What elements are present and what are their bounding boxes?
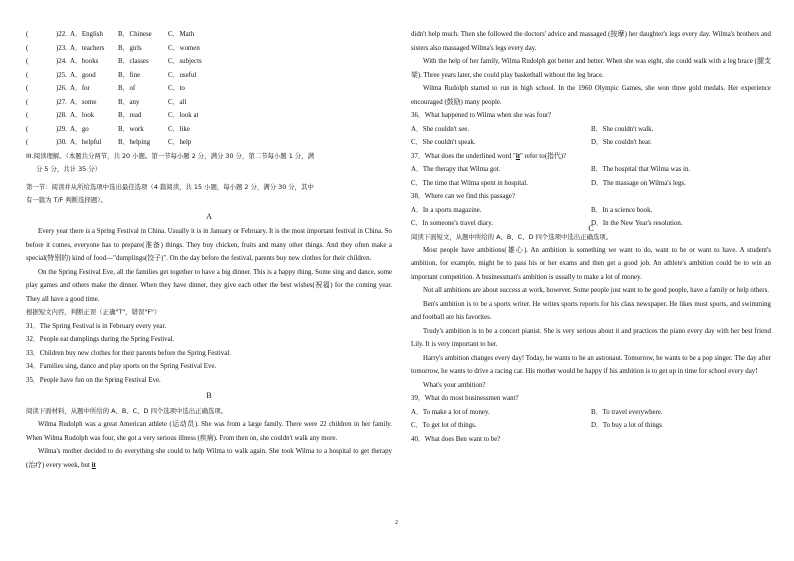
question-40: 40．What does Ben want to be? (411, 435, 501, 443)
right-column (411, 28, 771, 446)
question-38-options-1 (411, 204, 771, 218)
question-34: 34．Families sing, dance and play sports on the Spring Festival Eve. (26, 363, 217, 370)
q38-option-a: A．In a sports magazine. (411, 206, 482, 214)
option-a: A．English (70, 31, 103, 38)
question-37-options-2 (411, 177, 771, 191)
option-c: C．women (168, 44, 200, 52)
question-35: 35．People have fun on the Spring Festival Eve. (26, 376, 161, 384)
option-c: C．look at (168, 112, 199, 119)
cloze-row (26, 96, 392, 110)
passage-b-paragraph-1: Wilma Rudolph was a great American athlete (运动员). She was from a large family. There were 22 children in her family. When Wilma Rudolph was four, she got a very serious illness (疾病). From then on, she couldn't walk any more. (26, 421, 392, 442)
option-c: C．to (168, 85, 185, 92)
question-number: )24. (56, 58, 67, 65)
q37-option-b: B．The hospital that Wilma was in. (591, 166, 691, 173)
option-a: A．go (70, 125, 89, 133)
passage-c-paragraph-5: Harry's ambition changes every day! Today, he wants to be an astronaut. Tomorrow, he wants to be a pop singer. The day after tomorrow, he wants to drive a racing car. His mother would be happy if his ambition is to get up in time for school every day! (411, 354, 771, 375)
question-32: 32．People eat dumplings during the Spring Festival. (26, 336, 175, 343)
option-b: B．work (118, 125, 144, 133)
q37-text-b: " refer to(指代)? (520, 152, 567, 160)
option-b: B．Chinese (118, 31, 152, 38)
passage-c-paragraph-1: Most people have ambitions(雄心). An ambition is something we want to do, want to be or want to have. A student's ambition, for example, might be to pass his or her exams and then get a good job. An athlete's ambition could be to win an important competition. A businessman's ambition is usually to make a lot of money. (411, 246, 771, 281)
question-number: )29. (56, 125, 67, 133)
q36-option-b: B．She couldn't walk. (591, 125, 654, 133)
question-39: 39．What do most businessmen want? (411, 395, 519, 402)
passage-b-paragraph-2-start (26, 445, 392, 472)
question-38: 38．Where can we find this passage? (411, 193, 515, 200)
underlined-it: it (91, 461, 96, 469)
passage-c-label: C (588, 224, 594, 233)
answer-bracket: ( (26, 85, 29, 92)
passage-b-paragraph-2-end: didn't help much. Then she followed the doctors' advice and massaged (按摩) her daughter's legs every day. Wilma's brothers and sisters also massaged Wilma's legs every day. (411, 31, 771, 52)
question-36-options-2 (411, 136, 771, 150)
option-a: A．for (70, 85, 90, 92)
cloze-row (26, 123, 392, 137)
passage-c-paragraph-2: Not all ambitions are about success at work, however. Some people just want to be good people, have a family or help others. (423, 287, 769, 294)
cloze-row (26, 55, 392, 69)
q37-text-a: 37．What does the underlined word " (411, 152, 516, 160)
cloze-options (26, 28, 392, 150)
q37-option-c: C．The time that Wilma spent in hospital. (411, 179, 528, 187)
answer-bracket: ( (26, 44, 29, 52)
question-number: )27. (56, 98, 67, 106)
question-39-options-2 (411, 419, 771, 433)
q39-option-c: C．To get lot of things. (411, 422, 477, 429)
q39-option-d: D．To buy a lot of things (591, 422, 662, 429)
left-column (26, 28, 392, 472)
option-b: B．any (118, 98, 140, 106)
passage-c-paragraph-3: Ben's ambition is to be a sports writer. He writes sports reports for his class newspaper. He likes most sports, and swimming and football are his favorites. (411, 300, 771, 321)
part1-instruction-cont: 有一篇为 T/F 判断选择题）。 (26, 196, 107, 204)
passage-c-paragraph-6: What's your ambition? (423, 381, 486, 389)
answer-bracket: ( (26, 71, 29, 79)
cloze-row (26, 82, 392, 96)
question-number: )30. (56, 139, 67, 146)
page-number: 2 (395, 520, 398, 526)
answer-bracket: ( (26, 58, 29, 65)
q38-option-b: B．In a science book. (591, 206, 653, 214)
cloze-row (26, 109, 392, 123)
passage-a-paragraph-2: On the Spring Festival Eve, all the families get together to have a big dinner. This is a happy thing. Some sing and dance, some play games and others make the dinner. When they have dinner, they give each other the best wishes(祝福) for the coming year. They all have a good time. (26, 268, 392, 303)
q38-option-d: D．In the New Year's resolution. (591, 220, 683, 227)
answer-bracket: ( (26, 139, 29, 146)
answer-bracket: ( (26, 112, 29, 119)
passage-b-label: B (206, 391, 212, 400)
cloze-row (26, 136, 392, 150)
q37-underlined-it: it (515, 152, 521, 160)
q38-option-c: C．In someone's travel diary. (411, 220, 493, 227)
passage-b-paragraph-4: Wilma Rudolph started to run in high school. In the 1960 Olympic Games, she won three gold medals. Her experience encouraged (鼓励) many people. (411, 85, 771, 106)
option-a: A．look (70, 112, 95, 119)
option-b: B．classes (118, 58, 149, 65)
question-number: )23. (56, 44, 67, 52)
passage-c-instruction: 阅读下面短文，从题中所给的 A、B、C、D 四个选项中选出正确选项。 (411, 232, 613, 241)
question-number: )25. (56, 71, 67, 79)
q36-option-a: A．She couldn't see. (411, 125, 470, 133)
answer-bracket: ( (26, 125, 29, 133)
passage-a-label: A (206, 211, 212, 221)
passage-a-instruction: 根据短文内容，判断正误（正确"T"，错误"F"） (26, 308, 161, 316)
question-37-options-1 (411, 163, 771, 177)
answer-bracket: ( (26, 31, 29, 38)
q37-option-d: D．The massage on Wilma's legs. (591, 179, 686, 187)
q37-option-a: A．The therapy that Wilma got. (411, 166, 501, 173)
question-36: 36．What happened to Wilma when she was four? (411, 112, 552, 119)
cloze-row (26, 42, 392, 56)
question-number: )28. (56, 112, 67, 119)
option-a: A．good (70, 71, 96, 79)
option-c: C．subjects (168, 58, 202, 65)
question-31: 31．The Spring Festival is in February every year. (26, 322, 167, 330)
question-39-options-1 (411, 406, 771, 420)
question-number: )22. (56, 31, 67, 38)
option-b: B．read (118, 112, 142, 119)
section3-title: III.阅读理解。（本题共分两节，共 20 小题。第一节每小题 2 分，满分 30 分，第二节每小题 1 分，满 (26, 151, 314, 160)
option-a: A．some (70, 98, 97, 106)
question-37 (411, 150, 771, 164)
passage-b-instruction: 阅读下面材料，从题中所给的 A、B、C、D 四个选项中选出正确选项。 (26, 406, 228, 415)
q39-option-b: B．To travel everywhere. (591, 408, 663, 416)
q39-option-a: A．To make a lot of money. (411, 408, 490, 416)
passage-a-paragraph-1: Every year there is a Spring Festival in China. Usually it is in January or February. It is the most important festival in China. So before it comes, everyone has to prepare(准备) things. They buy chicken, fruits and many other things. And they often make a special(特别的) kind of food—"dumplings(饺子)". On the day before the festival, parents buy new clothes for their children. (26, 228, 392, 262)
section3-title-cont: 分 5 分，共计 35 分） (36, 165, 102, 173)
question-33: 33．Children buy new clothes for their parents before the Spring Festival. (26, 349, 231, 357)
option-b: B．of (118, 85, 136, 92)
option-b: B．girls (118, 44, 142, 52)
option-b: B．fine (118, 71, 141, 79)
cloze-row (26, 69, 392, 83)
cloze-row (26, 28, 392, 42)
option-c: C．useful (168, 71, 197, 79)
passage-b-p2-text: Wilma's mother decided to do everything she could to help Wilma to walk again. She took Wilma to a hospital to get therapy (治疗) every week, but (26, 448, 392, 469)
option-b: B．helping (118, 139, 151, 146)
q36-option-d: D．She couldn't hear. (591, 139, 652, 146)
option-c: C．help (168, 139, 192, 146)
option-c: C．Math (168, 31, 195, 38)
passage-b-paragraph-3: With the help of her family, Wilma Rudolph got better and better. When she was eight, she could walk with a leg brace (腿支架). Three years later, she could play basketball without the leg brace. (411, 58, 771, 79)
passage-c-paragraph-4: Trudy's ambition is to be a concert pianist. She is very serious about it and practices the piano every day with her best friend Lily. It is very important to her. (411, 327, 771, 348)
q36-option-c: C．She couldn't speak. (411, 139, 476, 146)
option-a: A．books (70, 58, 99, 65)
option-a: A．teachers (70, 44, 105, 52)
question-36-options-1 (411, 123, 771, 137)
question-number: )26. (56, 85, 67, 92)
option-c: C．like (168, 125, 190, 133)
part1-instruction: 第一节：阅读并从所给选项中选出最佳选项（4 篇阅读，共 15 小题，每小题 2 分，满分 30 分，其中 (26, 182, 314, 191)
option-c: C．all (168, 98, 187, 106)
option-a: A．helpful (70, 139, 102, 146)
answer-bracket: ( (26, 98, 29, 106)
